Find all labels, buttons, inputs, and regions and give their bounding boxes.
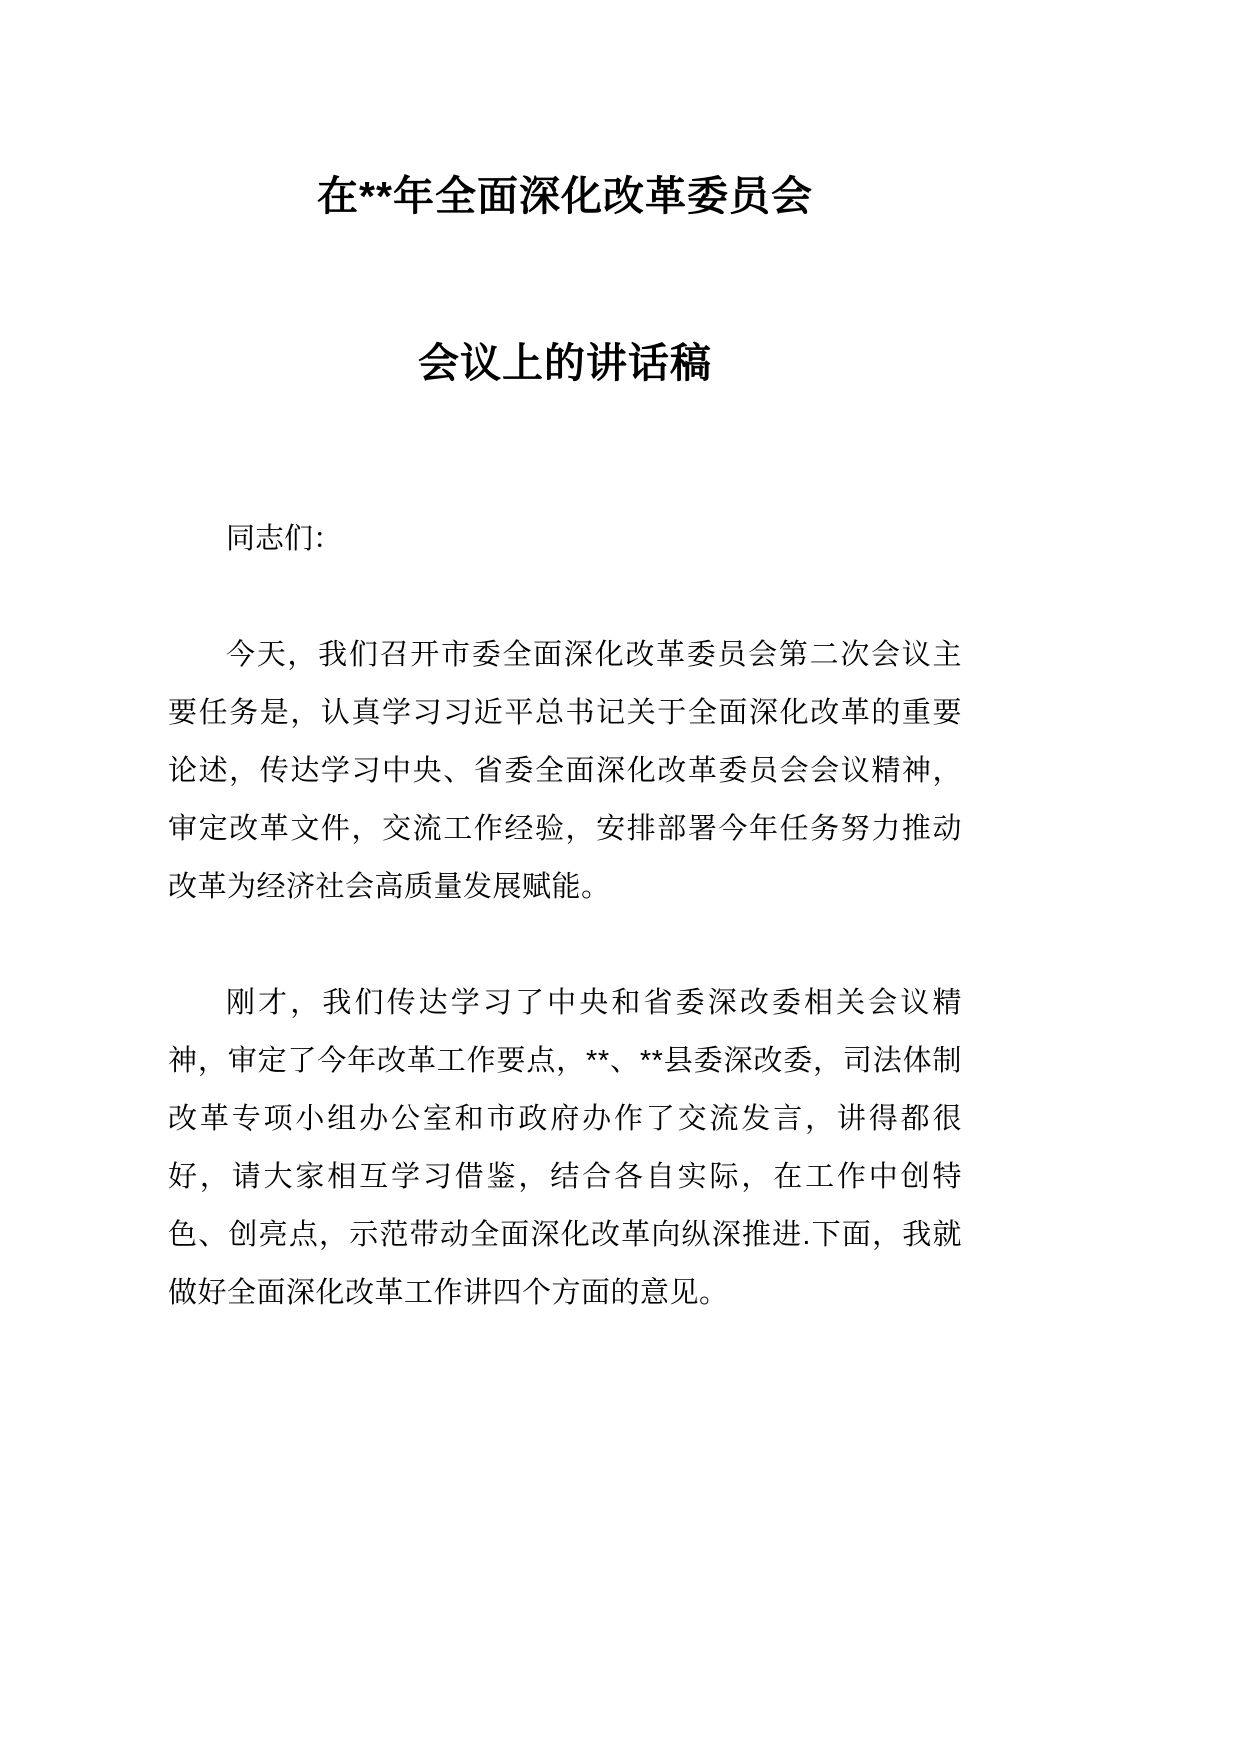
paragraph-1: 今天，我们召开市委全面深化改革委员会第二次会议主要任务是，认真学习习近平总书记关于全面深化改革的重要论述，传达学习中央、省委全面深化改革委员会会议精神，审定改革文件，交流工作经验，安排部署今年任务努力推动改革为经济社会高质量发展赋能。 xyxy=(168,639,962,904)
document-title-line2: 会议上的讲话稿 xyxy=(418,340,712,387)
document-body xyxy=(168,510,962,1322)
salutation: 同志们： xyxy=(226,523,343,556)
paragraph-2: 刚才，我们传达学习了中央和省委深改委相关会议精神，审定了今年改革工作要点，**、**县委深改委，司法体制改革专项小组办公室和市政府办作了交流发言，讲得都很好，请大家相互学习借鉴，结合各自实际，在工作中创特色、创亮点，示范带动全面深化改革向纵深推进.下面，我就做好全面深化改革工作讲四个方面的意见。 xyxy=(168,987,962,1310)
document-title-line1: 在**年全面深化改革委员会 xyxy=(317,173,813,219)
